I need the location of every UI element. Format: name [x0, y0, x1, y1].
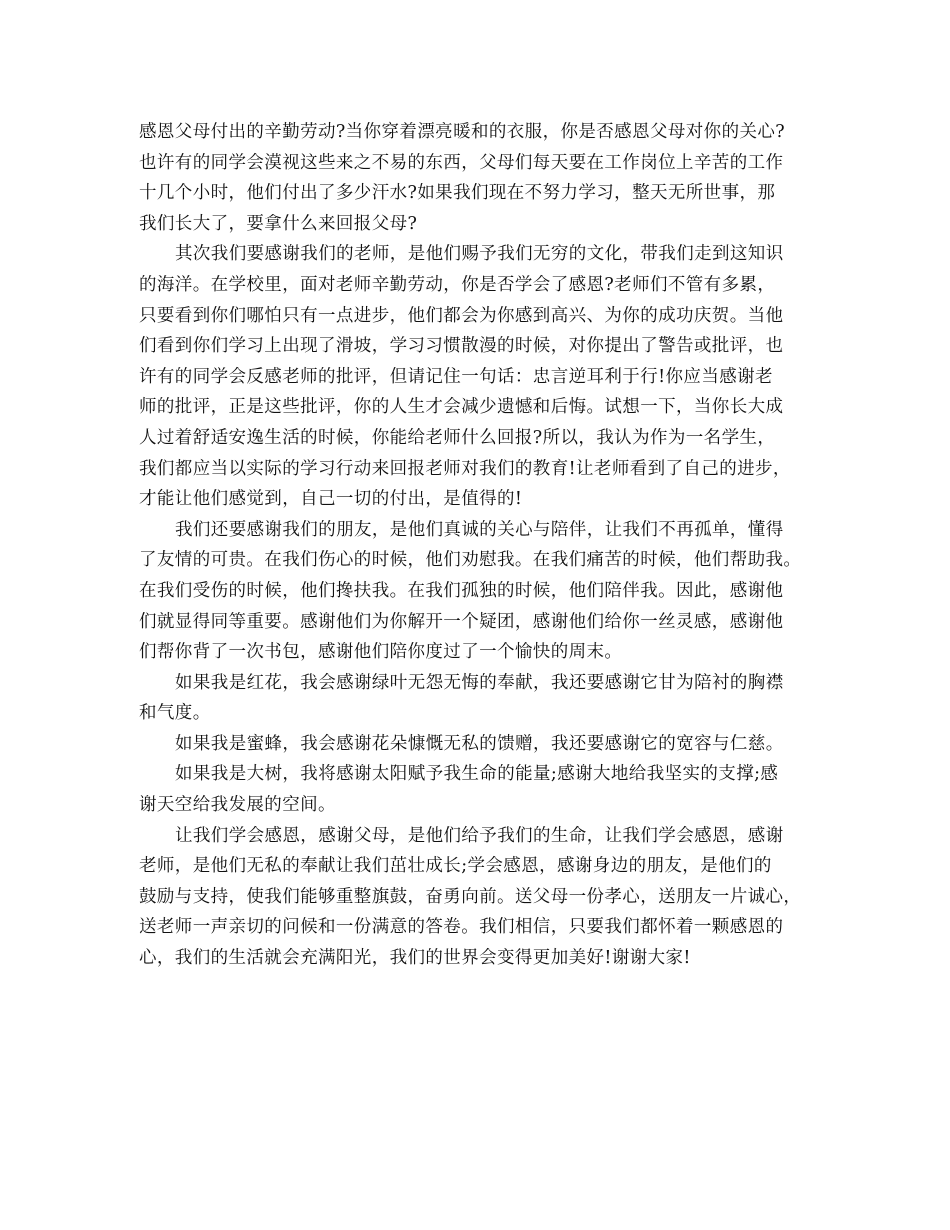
text-line: 才能让他们感觉到，自己一切的付出，是值得的! — [139, 489, 523, 510]
text-line: 们看到你们学习上出现了滑坡，学习习惯散漫的时候，对你提出了警告或批评，也 — [139, 336, 784, 357]
text-line: 感恩父母付出的辛勤劳动?当你穿着漂亮暖和的衣服，你是否感恩父母对你的关心? — [139, 122, 786, 142]
paragraph-first-line: 我们还要感谢我们的朋友，是他们真诚的关心与陪伴，让我们不再孤单，懂得 — [175, 519, 784, 540]
document-body — [139, 117, 815, 974]
paragraph-first-line: 如果我是大树，我将感谢太阳赋予我生命的能量;感谢大地给我坚实的支撑;感 — [175, 764, 779, 785]
text-line: 送老师一声亲切的问候和一份满意的答卷。我们相信，只要我们都怀着一颗感恩的 — [139, 917, 784, 938]
text-line: 只要看到你们哪怕只有一点进步，他们都会为你感到高兴、为你的成功庆贺。当他 — [139, 305, 784, 326]
text-line: 心，我们的生活就会充满阳光，我们的世界会变得更加美好!谢谢大家! — [139, 948, 691, 969]
text-line: 的海洋。在学校里，面对老师辛勤劳动，你是否学会了感恩?老师们不管有多累， — [139, 274, 776, 295]
text-line: 们帮你背了一次书包，感谢他们陪你度过了一个愉快的周末。 — [139, 642, 623, 663]
text-line: 十几个小时，他们付出了多少汗水?如果我们现在不努力学习，整天无所世事，那 — [139, 183, 776, 204]
text-line: 我们长大了，要拿什么来回报父母? — [139, 213, 418, 234]
paragraph-first-line: 如果我是红花，我会感谢绿叶无怨无悔的奉献，我还要感谢它甘为陪衬的胸襟 — [175, 672, 784, 693]
text-line: 和气度。 — [139, 703, 211, 724]
text-line: 了友情的可贵。在我们伤心的时候，他们劝慰我。在我们痛苦的时候，他们帮助我。 — [139, 550, 802, 571]
text-line: 许有的同学会反感老师的批评，但请记住一句话：忠言逆耳利于行!你应当感谢老 — [139, 366, 773, 387]
text-line: 人过着舒适安逸生活的时候，你能给老师什么回报?所以，我认为作为一名学生， — [139, 427, 776, 448]
text-line: 们就显得同等重要。感谢他们为你解开一个疑团，感谢他们给你一丝灵感，感谢他 — [139, 611, 784, 632]
text-line: 老师，是他们无私的奉献让我们茁壮成长;学会感恩，感谢身边的朋友，是他们的 — [139, 856, 772, 877]
text-line: 鼓励与支持，使我们能够重整旗鼓，奋勇向前。送父母一份孝心，送朋友一片诚心， — [139, 886, 802, 907]
paragraph-first-line: 让我们学会感恩，感谢父母，是他们给予我们的生命，让我们学会感恩，感谢 — [175, 825, 784, 846]
text-line: 也许有的同学会漠视这些来之不易的东西，父母们每天要在工作岗位上辛苦的工作 — [139, 152, 784, 173]
text-line: 我们都应当以实际的学习行动来回报老师对我们的教育!让老师看到了自己的进步， — [139, 458, 791, 479]
paragraph-first-line: 其次我们要感谢我们的老师，是他们赐予我们无穷的文化，带我们走到这知识 — [175, 244, 784, 265]
text-line: 师的批评，正是这些批评，你的人生才会减少遗憾和后悔。试想一下，当你长大成 — [139, 397, 784, 418]
text-line: 在我们受伤的时候，他们搀扶我。在我们孤独的时候，他们陪伴我。因此，感谢他 — [139, 580, 784, 601]
paragraph-first-line: 如果我是蜜蜂，我会感谢花朵慷慨无私的馈赠，我还要感谢它的宽容与仁慈。 — [175, 733, 784, 754]
text-line: 谢天空给我发展的空间。 — [139, 795, 336, 816]
